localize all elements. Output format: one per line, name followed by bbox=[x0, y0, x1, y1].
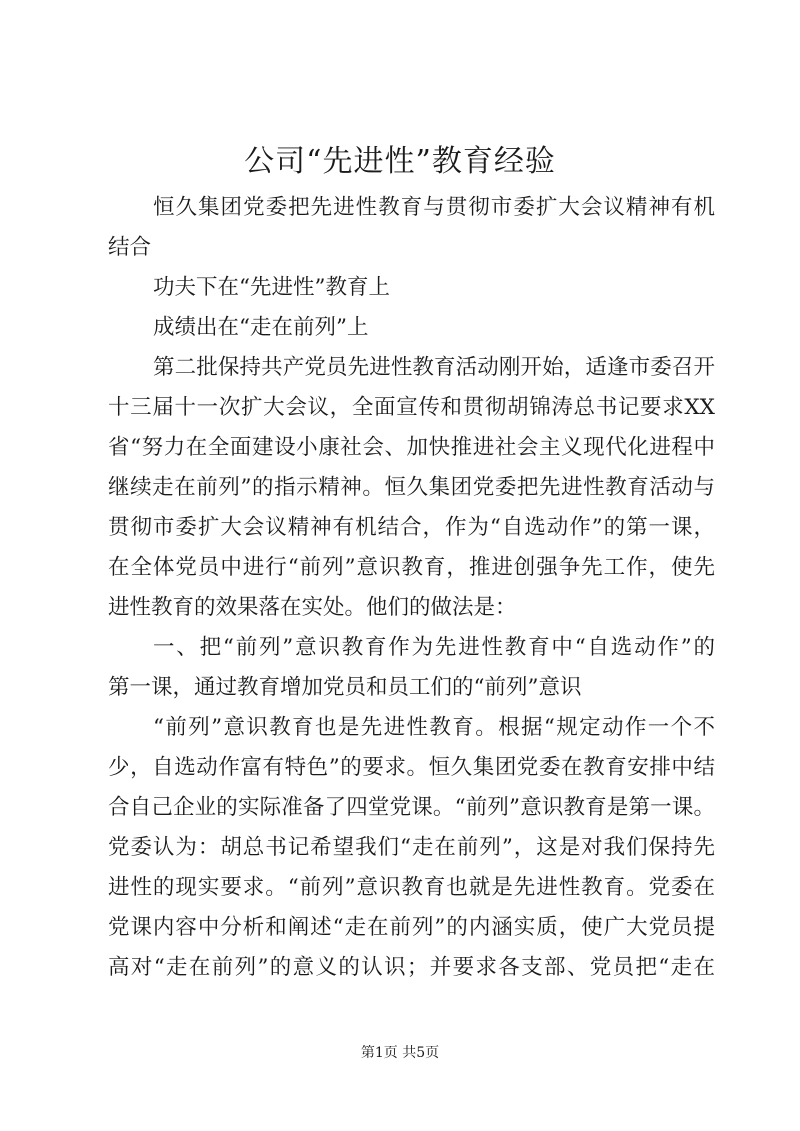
paragraph-line: 恒久集团党委把先进性教育与贯彻市委扩大会议精神有机 bbox=[153, 195, 715, 220]
section-heading-line: 一、把“前列”意识教育作为先进性教育中“自选动作”的 bbox=[153, 635, 715, 660]
subheading-line: 功夫下在“先进性”教育上 bbox=[153, 275, 390, 300]
paragraph-line: 第二批保持共产党员先进性教育活动刚开始，适逢市委召开 bbox=[153, 355, 715, 380]
paragraph-line: 合自己企业的实际准备了四堂党课。“前列”意识教育是第一课。 bbox=[108, 795, 715, 820]
paragraph-line: 在全体党员中进行“前列”意识教育，推进创强争先工作，使先 bbox=[108, 555, 715, 580]
paragraph-line: 继续走在前列”的指示精神。恒久集团党委把先进性教育活动与 bbox=[108, 475, 715, 500]
paragraph-line: 进性的现实要求。“前列”意识教育也就是先进性教育。党委在 bbox=[108, 875, 715, 900]
paragraph-line: 少，自选动作富有特色”的要求。恒久集团党委在教育安排中结 bbox=[108, 755, 715, 780]
paragraph-line: 进性教育的效果落在实处。他们的做法是： bbox=[108, 595, 517, 620]
paragraph-line: 省“努力在全面建设小康社会、加快推进社会主义现代化进程中 bbox=[108, 435, 715, 460]
page-number-footer: 第1页 共5页 bbox=[360, 1045, 440, 1061]
paragraph-line: “前列”意识教育也是先进性教育。根据“规定动作一个不 bbox=[153, 715, 715, 740]
paragraph-line: 党课内容中分析和阐述“走在前列”的内涵实质，使广大党员提 bbox=[108, 915, 715, 940]
paragraph-line: 十三届十一次扩大会议，全面宣传和贯彻胡锦涛总书记要求XX bbox=[108, 395, 715, 420]
section-heading-line: 第一课，通过教育增加党员和员工们的“前列”意识 bbox=[108, 675, 582, 700]
document-body bbox=[108, 188, 715, 988]
subheading-line: 成绩出在“走在前列”上 bbox=[153, 315, 369, 340]
paragraph-line: 结合 bbox=[108, 235, 152, 260]
paragraph-line: 高对“走在前列”的意义的认识；并要求各支部、党员把“走在 bbox=[108, 955, 715, 980]
paragraph-line: 党委认为：胡总书记希望我们“走在前列”，这是对我们保持先 bbox=[108, 835, 715, 860]
paragraph-line: 贯彻市委扩大会议精神有机结合，作为“自选动作”的第一课， bbox=[108, 515, 715, 540]
document-title: 公司“先进性”教育经验 bbox=[244, 144, 556, 179]
